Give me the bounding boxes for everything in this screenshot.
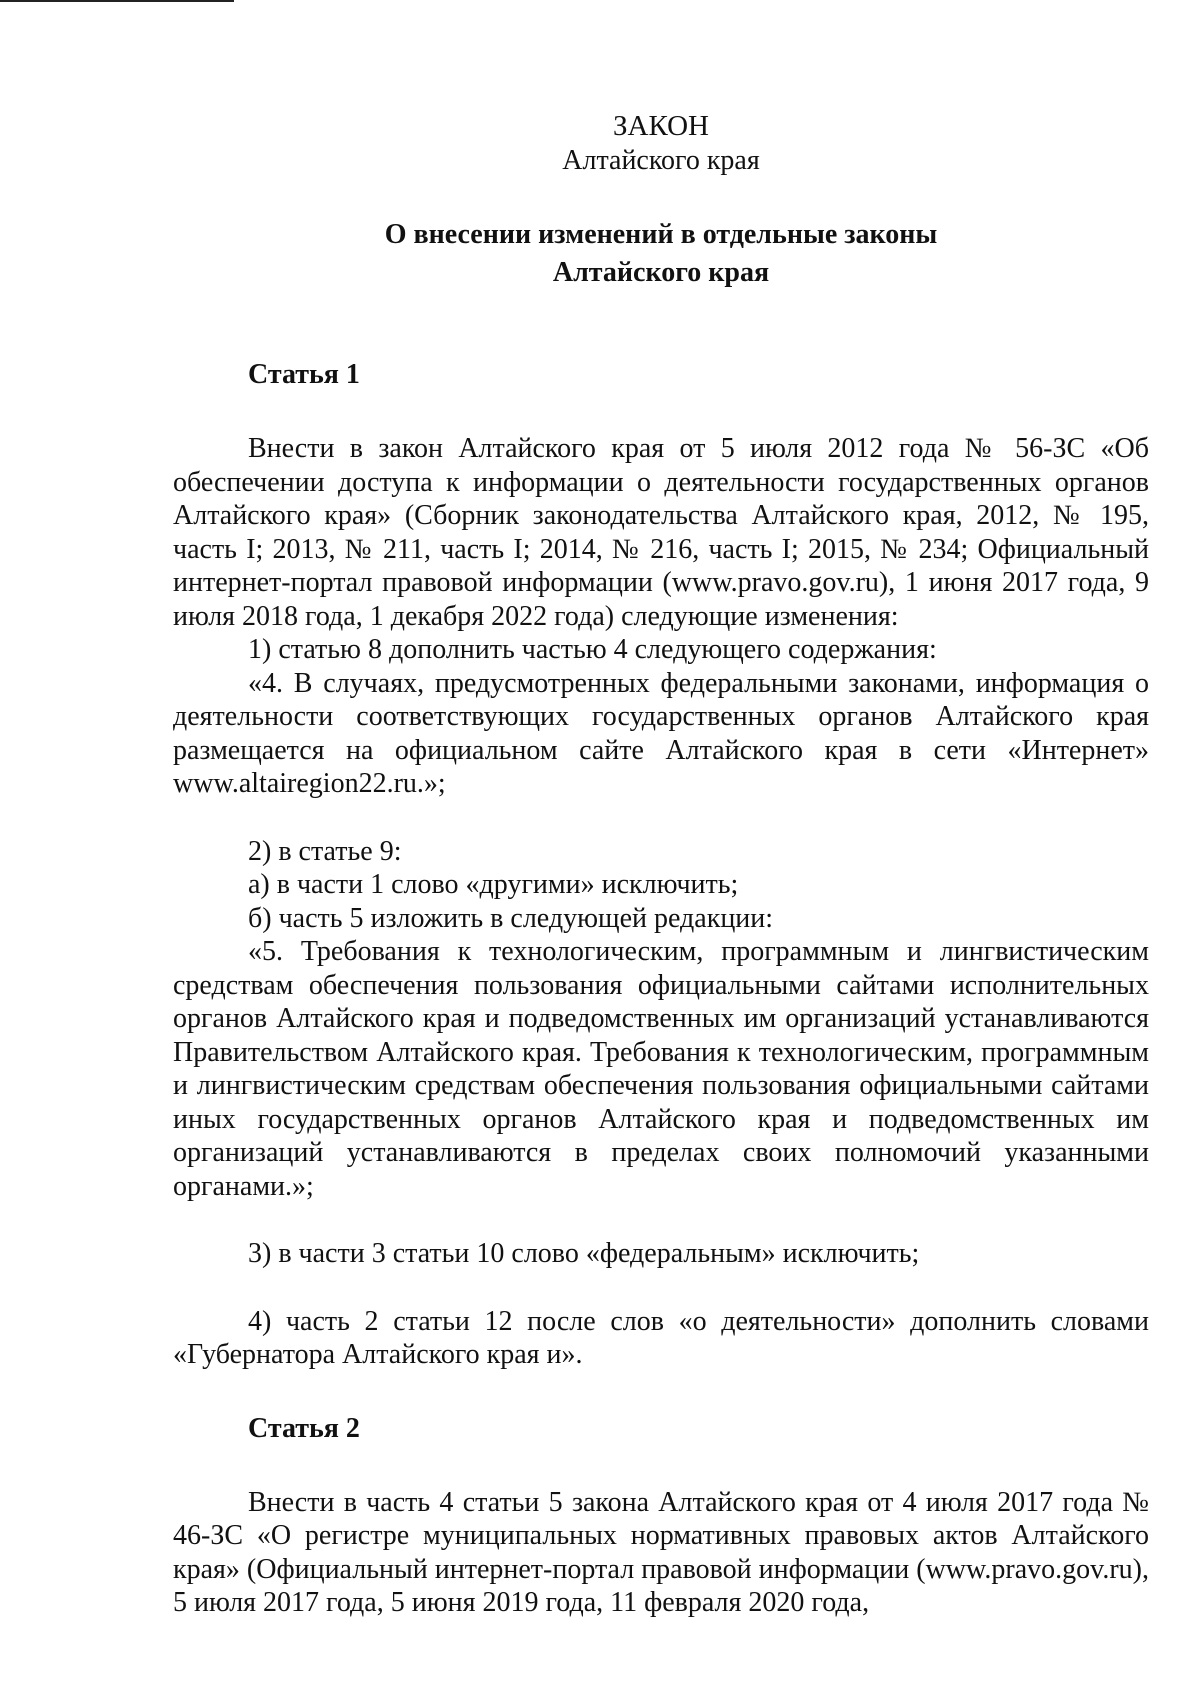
article-1-item-2: 2) в статье 9:: [248, 835, 402, 867]
article-1-heading: Статья 1: [248, 359, 360, 390]
law-region: Алтайского края: [562, 145, 760, 176]
article-1: [173, 358, 1149, 1372]
scan-edge-line: [0, 0, 234, 2]
law-header: [173, 108, 1149, 292]
article-2-heading: Статья 2: [248, 1412, 360, 1444]
document-page: [173, 108, 1149, 1620]
article-2-intro: Внести в часть 4 статьи 5 закона Алтайского края от 4 июля 2017 года № 46-ЗС «О регистре муниципальных нормативных правовых актов Алтайского края» (Официальный интернет-портал правовой информации (www.pravo.gov.ru), 5 июля 2017 года, 5 июня 2019 года, 11 февраля 2020 года,: [173, 1486, 1149, 1618]
article-1-intro: Внести в закон Алтайского края от 5 июля 2012 года № 56-ЗС «Об обеспечении доступа к информации о деятельности государственных органов Алтайского края» (Сборник законодательства Алтайского края, 2012, № 195, часть I; 2013, № 211, часть I; 2014, № 216, часть I; 2015, № 234; Официальный интернет-портал правовой информации (www.pravo.gov.ru), 1 июня 2017 года, 9 июля 2018 года, 1 декабря 2022 года) следующие изменения:: [173, 433, 1149, 632]
article-1-item-2b-text: «5. Требования к технологическим, программным и лингвистическим средствам обеспечения пользования официальными сайтами исполнительных органов Алтайского края и подведомственных им организаций устанавливаются Правительством Алтайского края. Требования к технологическим, программным и лингвистическим средствам обеспечения пользования официальными сайтами иных государственных органов Алтайского края и подведомственных им организаций устанавливаются в пределах своих полномочий указанными органами.»;: [173, 936, 1149, 1202]
article-1-item-2a: а) в части 1 слово «другими» исключить;: [248, 869, 739, 900]
article-1-item-2b: б) часть 5 изложить в следующей редакции:: [248, 902, 774, 934]
article-1-item-1-text: «4. В случаях, предусмотренных федеральными законами, информация о деятельности соответствующих государственных органов Алтайского края размещается на официальном сайте Алтайского края в сети «Интернет» www.altairegion22.ru.»;: [173, 667, 1149, 799]
law-title: [173, 216, 1149, 292]
article-1-item-3: 3) в части 3 статьи 10 слово «федеральным» исключить;: [248, 1238, 920, 1269]
article-1-item-4: 4) часть 2 статьи 12 после слов «о деятельности» дополнить словами «Губернатора Алтайского края и».: [173, 1305, 1149, 1370]
law-title-line-2: Алтайского края: [552, 257, 770, 288]
law-heading: ЗАКОН: [613, 110, 709, 142]
article-1-item-1: 1) статью 8 дополнить частью 4 следующего содержания:: [248, 634, 937, 665]
law-title-line-1: О внесении изменений в отдельные законы: [384, 219, 938, 250]
article-2: [173, 1412, 1149, 1620]
